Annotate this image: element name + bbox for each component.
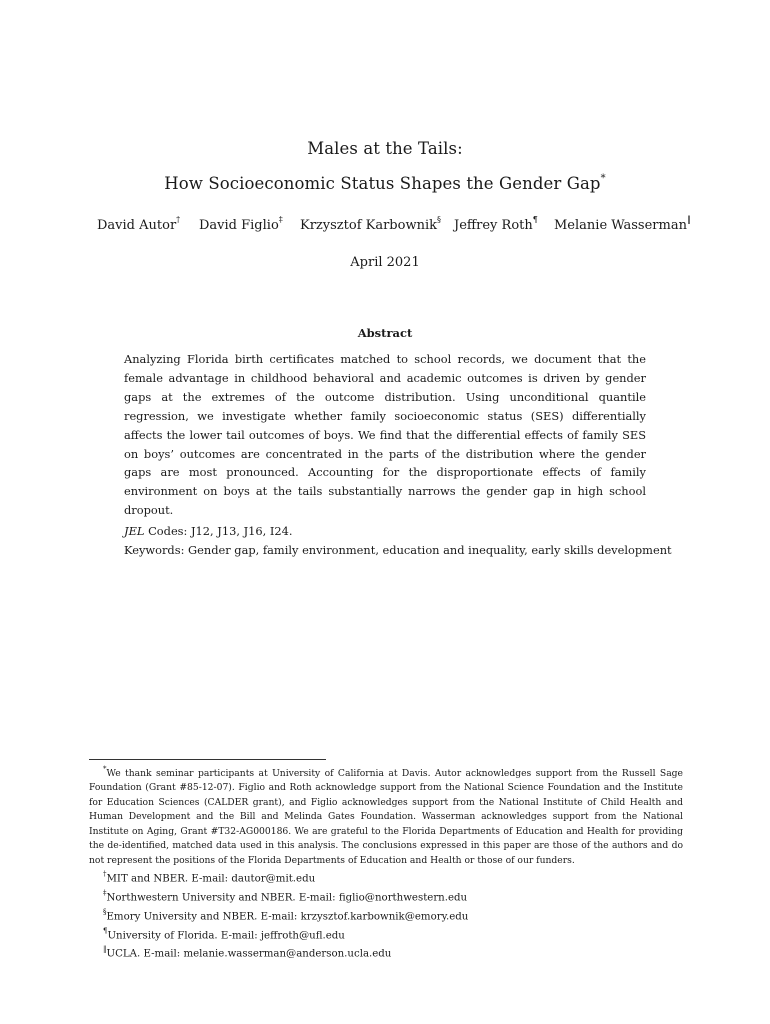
footnote-karbownik <box>89 906 683 925</box>
footnote-text: We thank seminar participants at University of California at Davis. Autor acknowledges support from the Russell Sage Foundation (Grant #85-12-07). Figlio and Roth acknowledge support from the National Science Foundation and the Institute for Education Sciences (CALDER grant), and Figlio acknowledges support from the National Institute of Child Health and Human Development and the Bill and Melinda Gates Foundation. Wasserman acknowledges support from the National Institute on Aging, Grant #T32-AG000186. We are grateful to the Florida Departments of Education and Health for providing the de-identified, matched data used in this analysis. The conclusions expressed in this paper are those of the authors and do not represent the positions of the Florida Departments of Education and Health or those of our funders. <box>89 768 683 866</box>
paper-title-line-1 <box>0 139 770 158</box>
title-footnote-mark: * <box>600 172 606 184</box>
footnote-divider <box>89 759 326 760</box>
footnote-mark: * <box>103 765 107 773</box>
keywords-line: Keywords: Gender gap, family environment, education and inequality, early skills development <box>124 542 672 557</box>
author-karbownik <box>300 214 441 233</box>
author-footnote-mark: † <box>176 214 181 224</box>
publication-date: April 2021 <box>350 255 420 270</box>
author-roth <box>454 214 538 233</box>
footnote-text: UCLA. E-mail: melanie.wasserman@anderson.ucla.edu <box>106 948 392 960</box>
footnote-text: University of Florida. E-mail: jeffroth@ufl.edu <box>107 929 345 941</box>
footnotes <box>89 763 683 962</box>
author-footnote-mark: § <box>437 214 441 224</box>
footnote-text: Emory University and NBER. E-mail: krzysztof.karbownik@emory.edu <box>106 911 469 923</box>
footnote-mark: ¶ <box>103 926 108 935</box>
abstract-text: Analyzing Florida birth certificates matched to school records, we document that the female advantage in childhood behavioral and academic outcomes is driven by gender gaps at the extremes of the outcome distribution. Using unconditional quantile regression, we investigate whether family socioeconomic status (SES) differentially affects the lower tail outcomes of boys. We find that the differential effects of family SES on boys’ outcomes are concentrated in the parts of the distribution where the gender gaps are most pronounced. Accounting for the disproportionate effects of family environment on boys at the tails substantially narrows the gender gap in high school dropout. <box>124 352 646 518</box>
classification-block <box>124 522 684 559</box>
author-footnote-mark: ¶ <box>532 214 538 224</box>
footnote-figlio <box>89 887 683 906</box>
paper-title-line-2-text: How Socioeconomic Status Shapes the Gender Gap <box>164 174 601 193</box>
author-autor <box>97 214 181 233</box>
abstract-heading: Abstract <box>357 326 413 340</box>
footnote-mark: ‡ <box>103 888 107 897</box>
author-name: Krzysztof Karbownik <box>300 218 437 233</box>
author-name: David Autor <box>97 218 177 233</box>
author-wasserman <box>554 214 691 233</box>
author-list <box>0 214 770 238</box>
author-name: Jeffrey Roth <box>454 218 533 233</box>
jel-codes: Codes: J12, J13, J16, I24. <box>144 524 293 538</box>
footnote-text: MIT and NBER. E-mail: dautor@mit.edu <box>106 873 316 885</box>
footnote-mark: § <box>103 907 107 916</box>
jel-label: JEL <box>124 524 145 538</box>
footnote-mark: † <box>103 869 107 878</box>
paper-title-line-2 <box>0 174 770 193</box>
footnote-autor <box>89 868 683 887</box>
footnote-roth <box>89 925 683 944</box>
footnote-acknowledgments <box>89 763 683 868</box>
author-name: David Figlio <box>199 218 279 233</box>
author-footnote-mark: ‡ <box>278 214 283 224</box>
author-name: Melanie Wasserman <box>554 218 687 233</box>
jel-codes-line <box>124 522 684 541</box>
author-footnote-mark: ‖ <box>686 214 691 224</box>
paper-title-line-1-text: Males at the Tails: <box>307 139 463 158</box>
footnote-wasserman <box>89 943 683 962</box>
footnote-mark: ‖ <box>103 945 107 954</box>
author-figlio <box>199 214 283 233</box>
footnote-text: Northwestern University and NBER. E-mail: figlio@northwestern.edu <box>106 892 468 904</box>
